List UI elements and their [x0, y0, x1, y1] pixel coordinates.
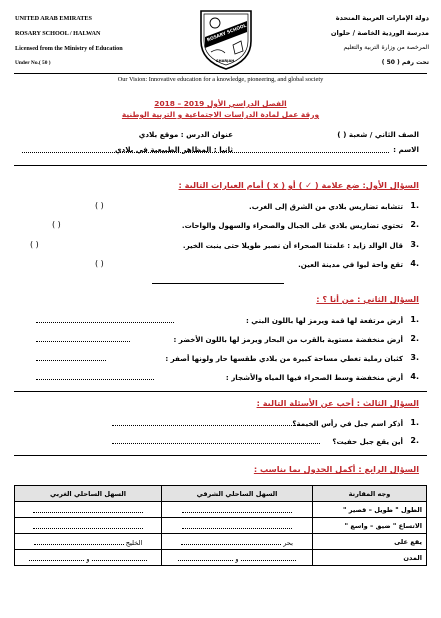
- cell-west-width[interactable]: [15, 518, 162, 534]
- header-ar-line1: دولة الإمارات العربية المتحدة: [335, 14, 429, 22]
- header-east-coastal-plain: السهل الساحلي الشرقي: [162, 486, 313, 502]
- row-label-width: الاتساع " ضيق – واسع ": [313, 518, 427, 534]
- section2-title: السؤال الثاني : من أنا ؟ :: [316, 294, 419, 304]
- table-row: [15, 534, 427, 550]
- q1-3-text: قال الوالد زايد : علمتنا الصحراء أن نصبر طويلا حتى ينبت الخير.: [182, 241, 403, 250]
- table-row: [15, 502, 427, 518]
- cell-east-cities[interactable]: [162, 550, 313, 566]
- divider-4: [14, 455, 427, 456]
- school-vision: Our Vision: Innovative education for a knowledge, pioneering, and global society: [117, 76, 324, 83]
- grade-label: الصف الثاني / شعبة ( ): [337, 130, 419, 139]
- divider-3: [14, 391, 427, 392]
- table-header-row: [15, 486, 427, 502]
- q3-2-number: 2.: [410, 436, 419, 445]
- row-label-location: يقع على: [313, 534, 427, 550]
- header-en-line3: Licensed from the Ministry of Education: [15, 45, 123, 52]
- section1-title: السؤال الأول: ضع علامة ( ✓ ) أو ( x ) أمام العبارات التالية :: [178, 180, 419, 190]
- cell-west-location[interactable]: [15, 534, 162, 550]
- q2-2-text: أرض منخفضة مستوية بالقرب من البحار ويرمز لها باللون الأخضر :: [173, 335, 403, 344]
- logo-subtext: SHARJAH: [216, 59, 235, 63]
- header-ar-line4: تحت رقم ( 50 ): [381, 59, 429, 66]
- q2-3-text: كثبان رملية تغطي مساحة كبيرة من بلادي طقسها حار ولونها أصفر :: [165, 354, 403, 363]
- q1-1-answer[interactable]: ( ): [95, 201, 104, 210]
- header-en-line2: ROSARY SCHOOL / HALWAN: [15, 30, 101, 37]
- cell-east-location[interactable]: [162, 534, 313, 550]
- q2-1-number: 1.: [410, 315, 419, 324]
- q2-1-answer[interactable]: [36, 322, 174, 323]
- header-west-coastal-plain: السهل الساحلي الغربي: [15, 486, 162, 502]
- q2-3-number: 3.: [410, 353, 419, 362]
- q2-4-text: أرض منخفضة وسط الصحراء فيها المياه والأشجار :: [225, 373, 403, 382]
- q1-1-number: 1.: [410, 201, 419, 210]
- cell-east-length[interactable]: [162, 502, 313, 518]
- q2-4-answer[interactable]: [36, 379, 154, 380]
- q2-1-text: أرض مرتفعة لها قمة ويرمز لها باللون البني :: [246, 316, 403, 325]
- cell-west-cities-and: و: [86, 555, 90, 563]
- lesson-title: عنوان الدرس : موقع بلادي: [138, 130, 233, 139]
- cell-east-width[interactable]: [162, 518, 313, 534]
- section4-title: السؤال الرابع : أكمل الجدول بما يناسب :: [253, 464, 419, 474]
- divider-1: [14, 165, 427, 166]
- comparison-table: [14, 485, 427, 566]
- q3-2-text: أين يقع جبل حفيت؟: [332, 437, 403, 446]
- header-ar-line3: المرخصة من وزارة التربية والتعليم: [343, 44, 429, 51]
- q1-1-text: تتشابه تضاريس بلادي من الشرق إلى الغرب.: [249, 202, 403, 211]
- q3-2-answer[interactable]: [112, 443, 320, 444]
- q1-3-answer[interactable]: ( ): [30, 240, 39, 249]
- q2-2-answer[interactable]: [36, 341, 130, 342]
- header-divider: [14, 73, 427, 74]
- header-comparison-aspect: وجه المقارنة: [313, 486, 427, 502]
- q3-1-number: 1.: [410, 418, 419, 427]
- row-label-length: الطول " طويل – قصير ": [313, 502, 427, 518]
- lesson-subtitle: ثانيا : المظاهر الطبيعية في بلادي: [114, 145, 233, 154]
- cell-west-location-text: الخليج: [125, 539, 143, 547]
- q2-4-number: 4.: [410, 372, 419, 381]
- cell-east-cities-and: و: [235, 555, 239, 563]
- header-en-line4: Under No.( 50 ): [15, 60, 51, 66]
- q1-4-answer[interactable]: ( ): [95, 259, 104, 268]
- header-en-line1: UNITED ARAB EMIRATES: [15, 15, 92, 22]
- q1-2-answer[interactable]: ( ): [52, 220, 61, 229]
- cell-east-location-text: بحر: [283, 539, 293, 547]
- name-label: الاسم :: [393, 145, 419, 154]
- semester-title: الفصل الدراسي الأول 2019 – 2018: [154, 99, 287, 108]
- q1-2-number: 2.: [410, 220, 419, 229]
- q2-2-number: 2.: [410, 334, 419, 343]
- row-label-cities: المدن: [313, 550, 427, 566]
- cell-west-length[interactable]: [15, 502, 162, 518]
- divider-2: [152, 283, 284, 284]
- section3-title: السؤال الثالث : أجب عن الأسئلة التالية :: [256, 398, 419, 408]
- q1-3-number: 3.: [410, 240, 419, 249]
- worksheet-title: ورقة عمل لمادة الدراسات الاجتماعية و التربية الوطنية: [121, 110, 320, 119]
- cell-west-cities[interactable]: [15, 550, 162, 566]
- q3-1-text: أذكر اسم جبل في رأس الخيمة؟: [292, 419, 403, 428]
- table-row: [15, 518, 427, 534]
- q2-3-answer[interactable]: [36, 360, 106, 361]
- q1-2-text: تحتوي تضاريس بلادي على الجبال والصحراء والسهول والواحات.: [181, 221, 403, 230]
- q3-1-answer[interactable]: [112, 425, 302, 426]
- q1-4-text: تقع واحة ليوا في مدينة العين.: [298, 260, 403, 269]
- table-row: [15, 550, 427, 566]
- header-ar-line2: مدرسة الوردية الخاصة / حلوان: [330, 29, 429, 37]
- q1-4-number: 4.: [410, 259, 419, 268]
- school-logo: [197, 7, 255, 71]
- logo-text: ROSARY SCHOOL: [206, 23, 248, 44]
